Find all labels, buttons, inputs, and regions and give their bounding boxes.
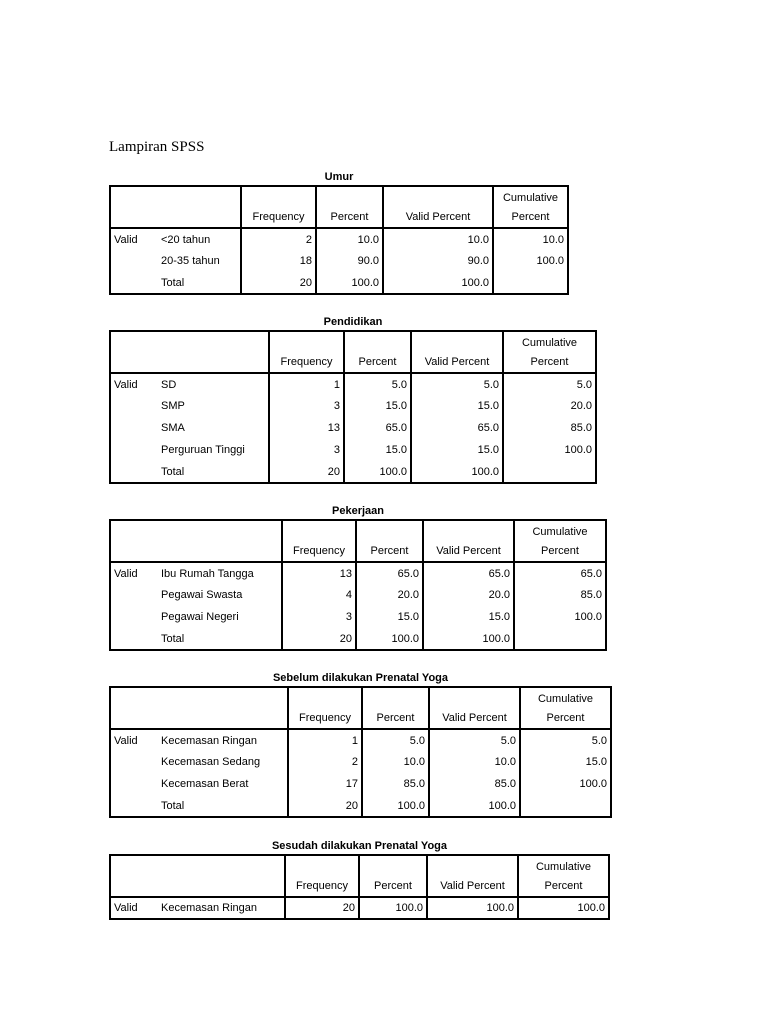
cell-cumulative-percent [493,272,568,294]
row-group-label: Valid [114,902,138,914]
cell-valid-percent: 100.0 [429,795,520,817]
cell-frequency: 1 [269,373,344,395]
table-row [110,897,609,919]
row-group-label [110,751,158,773]
row-category-label: Kecemasan Berat [161,778,249,790]
cell-percent: 10.0 [316,228,383,250]
row-group-label: Valid [114,567,138,580]
header-frequency-cell [269,331,344,373]
table-row [110,606,606,628]
row-group-label [110,795,158,817]
table-row [110,395,596,417]
header-cumulative-cell [514,520,606,562]
row-category-label: Perguruan Tinggi [161,444,245,456]
cell-valid-percent: 10.0 [429,751,520,773]
table-row [110,417,596,439]
cell-cumulative-percent: 10.0 [493,228,568,250]
header-frequency: Frequency [296,880,348,892]
header-percent: Percent [358,356,397,368]
table-row [110,628,606,650]
table-row [110,773,611,795]
cell-valid-percent: 15.0 [423,606,514,628]
header-valid-percent-cell [423,520,514,562]
cell-cumulative-percent [520,795,611,817]
cell-frequency: 3 [282,606,356,628]
cell-valid-percent: 100.0 [423,628,514,650]
cell-cumulative-percent: 85.0 [514,584,606,606]
row-category-label: <20 tahun [161,233,211,246]
row-category-label: Kecemasan Ringan [161,734,258,747]
spss-frequency-table [109,504,607,651]
row-category-label: Total [161,799,185,812]
spss-frequency-table [109,839,610,920]
header-frequency: Frequency [293,545,345,557]
spss-frequency-table [109,671,612,818]
cell-cumulative-percent: 100.0 [493,250,568,272]
header-percent-cell [344,331,411,373]
data-table [109,686,612,818]
data-table [109,854,610,920]
cell-valid-percent: 5.0 [429,729,520,751]
row-category-label: Kecemasan Ringan [161,902,258,914]
cell-cumulative-percent: 15.0 [520,751,611,773]
row-category-label: SD [161,378,177,391]
cell-frequency: 20 [285,897,359,919]
document-title: Lampiran SPSS [109,139,205,155]
header-empty-cell [110,186,241,228]
table-row [110,584,606,606]
row-group-label: Valid [114,233,138,246]
header-valid-percent: Valid Percent [405,211,471,223]
cell-valid-percent: 65.0 [411,417,503,439]
table-header-row [110,855,609,897]
row-group-label [110,395,158,417]
table-row [110,250,568,272]
header-frequency: Frequency [299,712,351,724]
cell-percent: 5.0 [362,729,429,751]
cell-percent: 90.0 [316,250,383,272]
header-valid-percent: Valid Percent [424,356,490,368]
header-percent-cell [362,687,429,729]
cell-valid-percent: 20.0 [423,584,514,606]
table-header-row [110,687,611,729]
table-row [110,461,596,483]
cell-percent: 85.0 [362,773,429,795]
row-category-label: 20-35 tahun [161,255,220,267]
header-valid-percent: Valid Percent [440,880,505,892]
table-caption: Umur [324,171,354,183]
cell-frequency: 17 [288,773,362,795]
cell-percent: 100.0 [362,795,429,817]
cell-percent: 15.0 [344,439,411,461]
cell-cumulative-percent: 20.0 [503,395,596,417]
cell-percent: 10.0 [362,751,429,773]
row-category-label: SMP [161,400,185,412]
cell-cumulative-percent: 5.0 [520,729,611,751]
cell-percent: 100.0 [356,628,423,650]
table-row [110,373,596,395]
cell-valid-percent: 15.0 [411,395,503,417]
cell-frequency: 3 [269,439,344,461]
header-valid-percent-cell [411,331,503,373]
header-empty-cell [110,855,285,897]
row-category-label: Kecemasan Sedang [161,756,261,768]
cell-frequency: 13 [282,562,356,584]
spss-frequency-table [109,315,597,484]
cell-cumulative-percent: 5.0 [503,373,596,395]
row-group-label: Valid [114,734,138,747]
row-group-label [110,461,158,483]
cell-frequency: 4 [282,584,356,606]
row-group-label [110,417,158,439]
row-category-label: Pegawai Swasta [161,589,243,601]
table-row [110,228,568,250]
row-category-label: Pegawai Negeri [161,611,239,623]
header-frequency-cell [282,520,356,562]
table-row [110,562,606,584]
cell-valid-percent: 100.0 [411,461,503,483]
table-row [110,729,611,751]
header-empty-cell [110,520,282,562]
cell-frequency: 13 [269,417,344,439]
header-cumulative-percent: Percent [541,545,579,557]
row-group-label [110,606,158,628]
cell-percent: 65.0 [356,562,423,584]
cell-percent: 100.0 [316,272,383,294]
cell-cumulative-percent: 100.0 [518,897,609,919]
header-cumulative-percent: Cumulative [535,861,592,873]
header-cumulative-percent: Percent [511,211,550,223]
row-group-label [110,773,158,795]
header-valid-percent-cell [383,186,493,228]
table-row [110,751,611,773]
table-header-row [110,520,606,562]
row-category-label: Total [161,276,185,289]
header-frequency-cell [241,186,316,228]
header-cumulative-cell [520,687,611,729]
header-frequency: Frequency [252,211,305,223]
table-caption: Pekerjaan [332,505,384,517]
cell-cumulative-percent: 100.0 [503,439,596,461]
row-group-label [110,250,158,272]
cell-frequency: 2 [288,751,362,773]
header-cumulative-cell [493,186,568,228]
cell-frequency: 1 [288,729,362,751]
cell-frequency: 18 [241,250,316,272]
cell-valid-percent: 5.0 [411,373,503,395]
cell-valid-percent: 65.0 [423,562,514,584]
table-caption: Sebelum dilakukan Prenatal Yoga [272,672,449,684]
row-category-label: SMA [161,422,185,434]
cell-percent: 100.0 [344,461,411,483]
header-cumulative-cell [503,331,596,373]
cell-cumulative-percent [514,628,606,650]
cell-percent: 65.0 [344,417,411,439]
header-cumulative-percent: Percent [544,880,583,892]
header-valid-percent-cell [427,855,518,897]
table-row [110,272,568,294]
row-category-label: Total [161,465,185,478]
cell-frequency: 20 [241,272,316,294]
row-group-label [110,439,158,461]
cell-cumulative-percent: 100.0 [514,606,606,628]
table-header-row [110,186,568,228]
header-percent: Percent [374,880,412,892]
header-frequency: Frequency [280,356,333,368]
header-percent-cell [356,520,423,562]
data-table [109,330,597,484]
cell-frequency: 3 [269,395,344,417]
header-empty-cell [110,331,269,373]
cell-frequency: 20 [282,628,356,650]
cell-cumulative-percent [503,461,596,483]
cell-valid-percent: 100.0 [427,897,518,919]
row-group-label [110,628,158,650]
cell-cumulative-percent: 65.0 [514,562,606,584]
header-percent: Percent [370,545,409,557]
cell-percent: 100.0 [359,897,427,919]
header-cumulative-cell [518,855,609,897]
row-category-label: Ibu Rumah Tangga [161,567,254,580]
header-cumulative-percent: Cumulative [532,526,588,538]
data-table [109,185,569,295]
cell-percent: 20.0 [356,584,423,606]
header-frequency-cell [288,687,362,729]
cell-frequency: 20 [288,795,362,817]
header-valid-percent: Valid Percent [442,712,507,724]
table-caption: Sesudah dilakukan Prenatal Yoga [271,840,448,852]
cell-percent: 15.0 [344,395,411,417]
header-frequency-cell [285,855,359,897]
cell-percent: 5.0 [344,373,411,395]
table-row [110,795,611,817]
cell-valid-percent: 15.0 [411,439,503,461]
header-cumulative-percent: Cumulative [537,693,594,705]
header-percent-cell [359,855,427,897]
cell-valid-percent: 85.0 [429,773,520,795]
cell-cumulative-percent: 100.0 [520,773,611,795]
header-cumulative-percent: Cumulative [502,192,559,204]
spss-frequency-table [109,170,569,295]
header-percent-cell [316,186,383,228]
row-group-label [110,584,158,606]
header-percent: Percent [376,712,415,724]
table-row [110,439,596,461]
row-group-label [110,272,158,294]
cell-valid-percent: 100.0 [383,272,493,294]
header-valid-percent-cell [429,687,520,729]
table-header-row [110,331,596,373]
data-table [109,519,607,651]
table-caption: Pendidikan [323,316,383,328]
cell-valid-percent: 10.0 [383,228,493,250]
header-cumulative-percent: Percent [546,712,585,724]
cell-cumulative-percent: 85.0 [503,417,596,439]
row-group-label: Valid [114,378,138,391]
header-cumulative-percent: Cumulative [521,337,578,349]
header-valid-percent: Valid Percent [436,545,501,557]
header-empty-cell [110,687,288,729]
row-category-label: Total [161,632,185,645]
header-cumulative-percent: Percent [530,356,569,368]
cell-frequency: 2 [241,228,316,250]
cell-valid-percent: 90.0 [383,250,493,272]
header-percent: Percent [330,211,369,223]
cell-frequency: 20 [269,461,344,483]
cell-percent: 15.0 [356,606,423,628]
